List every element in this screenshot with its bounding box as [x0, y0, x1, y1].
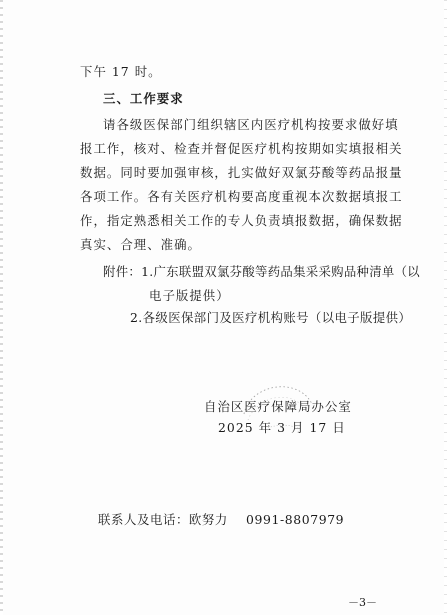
- continuation-line: 下午 17 时。: [80, 64, 162, 79]
- body-line-4: 各项工作。各有关医疗机构要高度重视本次数据填报工: [80, 189, 403, 204]
- issuing-office: 自治区医疗保障局办公室: [204, 399, 352, 414]
- body-line-5: 作，指定熟悉相关工作的专人负责填报数据，确保数据: [80, 213, 403, 228]
- page-number: －3－: [348, 596, 377, 609]
- body-line-3: 数据。同时要加强审核，扎实做好双氯芬酸等药品报量: [80, 165, 403, 180]
- body-line-6: 真实、合理、准确。: [80, 237, 201, 252]
- attachment-1-line-1: 附件：1.广东联盟双氯芬酸等药品集采采购品种清单（以: [103, 264, 420, 279]
- attachment-2: 2.各级医保部门及医疗机构账号（以电子版提供）: [130, 310, 412, 325]
- section-heading: 三、工作要求: [103, 91, 184, 106]
- contact-info: 联系人及电话：欧努力 0991-8807979: [98, 512, 345, 527]
- body-line-2: 报工作，核对、检查并督促医疗机构按期如实填报相关: [80, 141, 403, 156]
- scan-edge-left: [0, 0, 3, 615]
- body-line-1: 请各级医保部门组织辖区内医疗机构按要求做好填: [103, 117, 399, 132]
- issue-date: 2025 年 3 月 17 日: [218, 420, 346, 435]
- attachment-1-line-2: 电子版提供）: [149, 288, 230, 303]
